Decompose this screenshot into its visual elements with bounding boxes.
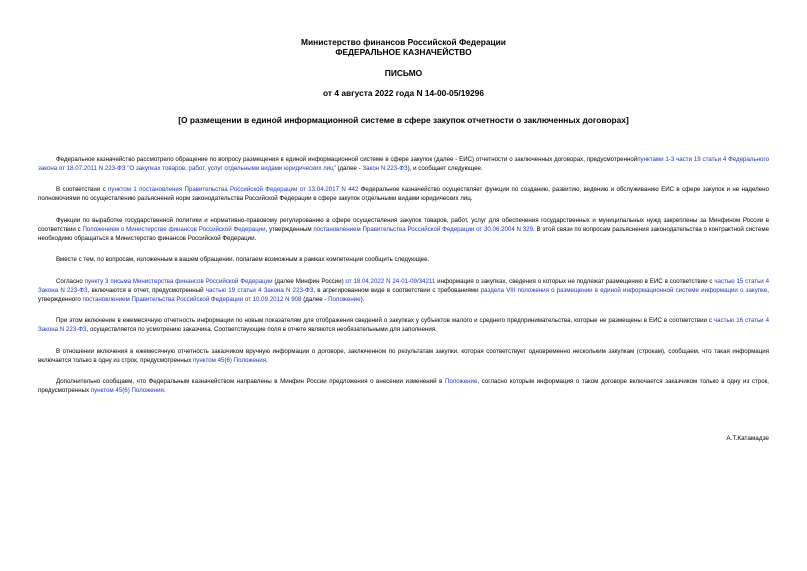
text: В отношении включения в ежемесячную отчетность заказчиком вручную информации о договоре, заключенном по результатам закупки, которая соответствует одновременно нескольким закупкам (строкам), сообщаем, что такая информация включается только в одну из строк, предусмотренных (38, 348, 769, 364)
document-type: ПИСЬМО (384, 68, 423, 78)
paragraph-1 (38, 156, 769, 174)
paragraph-7 (38, 348, 769, 366)
paragraph-4 (38, 256, 769, 265)
link-regulation[interactable]: Положение (328, 295, 361, 303)
link-section-viii[interactable]: раздела VIII положения о размещении в единой информационной системе информации о закупке (480, 286, 768, 294)
signature: А.Т.Катамадзе (726, 435, 769, 442)
text: . (163, 386, 166, 394)
text: , согласно которым информация о таком договоре включается заказчиком только в одну из строк, предусмотренных (38, 378, 769, 394)
link-regulation-2[interactable]: Положение (444, 378, 478, 385)
link-item-45-6-2[interactable]: пунктом 45(6) Положения (90, 386, 164, 394)
paragraph-2 (38, 186, 769, 204)
text: Согласно (56, 278, 85, 285)
link-law-223[interactable]: пунктами 1-3 части 19 статьи 4 Федерального закона от 18.07.2011 N 223-ФЗ "О закупках товаров, работ, услуг отдельными видами юридических лиц" (38, 156, 769, 172)
ministry-name: Министерство финансов Российской Федерации (301, 37, 506, 47)
link-law-223-short[interactable]: Закон N 223-ФЗ (362, 164, 408, 172)
text: . В этой связи по вопросам разъяснения законодательства о контрактной системе необходимо обращаться в Министерство финансов Российской Федерации. (38, 225, 769, 242)
text: (далее - (335, 164, 363, 172)
link-item-45-6[interactable]: пунктом 45(6) Положения (192, 356, 267, 364)
text: (далее Минфин России) (272, 278, 346, 285)
paragraph-6 (38, 317, 769, 335)
paragraph-5 (38, 278, 769, 304)
text: , осуществляется по усмотрению заказчика. Соответствующие поля в отчете являются необязательными для заполнения. (86, 325, 437, 333)
text: , утвержденного (38, 286, 769, 303)
document-date-number: от 4 августа 2022 года N 14-00-05/19296 (323, 88, 484, 98)
text: ). (360, 295, 365, 303)
text: Вместе с тем, по вопросам, изложенным в вашем обращении, полагаем возможным в рамках компетенции сообщить следующее. (56, 256, 430, 263)
document-subject: [О размещении в единой информационной системе в сфере закупок отчетности о заключенных договорах] (178, 115, 629, 125)
text: , в агрегированном виде в соответствии с требованиями (313, 286, 481, 294)
paragraph-8 (38, 378, 769, 396)
text: В соответствии с (56, 186, 109, 193)
text: Федеральное казначейство осуществляет функции по созданию, развитию, ведению и обслуживанию ЕИС в сфере закупок и не наделено полномочиями по осуществлению разъяснений норм законодательства Российской Федерации в сфере закупок отдельными видами юридических лиц. (38, 186, 769, 202)
link-decree-908[interactable]: постановлением Правительства Российской Федерации от 10.09.2012 N 908 (82, 295, 302, 303)
link-part-15-art-4[interactable]: частью 15 статьи 4 Закона N 223-ФЗ (38, 278, 769, 294)
paragraph-3 (38, 217, 769, 243)
text: информация о закупках, сведения о которых не подлежат размещению в ЕИС в соответствии с (435, 278, 715, 285)
text: ), и сообщает следующее. (407, 164, 483, 172)
link-part-19-art-4[interactable]: частью 19 статьи 4 Закона N 223-ФЗ (205, 286, 314, 294)
text: , включаются в отчет, предусмотренный (87, 286, 206, 294)
text: При этом включение в ежемесячную отчетность информации по новым показателям для отображения сведений о закупках у субъектов малого и среднего предпринимательства, которые не размещены в ЕИС в соответствии с (56, 317, 714, 324)
link-decree-442[interactable]: пунктом 1 постановления Правительства Российской Федерации от 13.04.2017 N 442 (108, 186, 359, 193)
text: Функции по выработке государственной политики и нормативно-правовому регулированию в сфере осуществления закупок товаров, работ, услуг для обеспечения государственных и муниципальных нужд закреплены за Минфином России в соответствии с (38, 217, 769, 233)
link-minfin-letter-item3[interactable]: пункту 3 письма Министерства финансов Российской Федерации (84, 278, 273, 285)
text: (далее - (301, 295, 329, 303)
link-minfin-letter-date[interactable]: от 18.04.2022 N 24-01-09/34211 (345, 278, 436, 285)
text: Дополнительно сообщаем, что Федеральным казначейством направлены в Минфин России предложения о внесении изменений в (56, 378, 445, 385)
link-ministry-regulation[interactable]: Положением о Министерстве финансов Российской Федерации (82, 225, 266, 233)
text: , утвержденным (265, 225, 314, 233)
text: Федеральное казначейство рассмотрело обращение по вопросу размещения в единой информационной системе в сфере закупок (далее - ЕИС) отчетности о заключенных договорах, предусмотренной (56, 156, 638, 163)
link-decree-329[interactable]: постановлением Правительства Российской Федерации от 30.06.2004 N 329 (313, 225, 534, 233)
link-part-16-art-4[interactable]: частью 16 статьи 4 Закона N 223-ФЗ (38, 317, 769, 333)
agency-name: ФЕДЕРАЛЬНОЕ КАЗНАЧЕЙСТВО (335, 47, 472, 57)
text: . (266, 356, 268, 364)
